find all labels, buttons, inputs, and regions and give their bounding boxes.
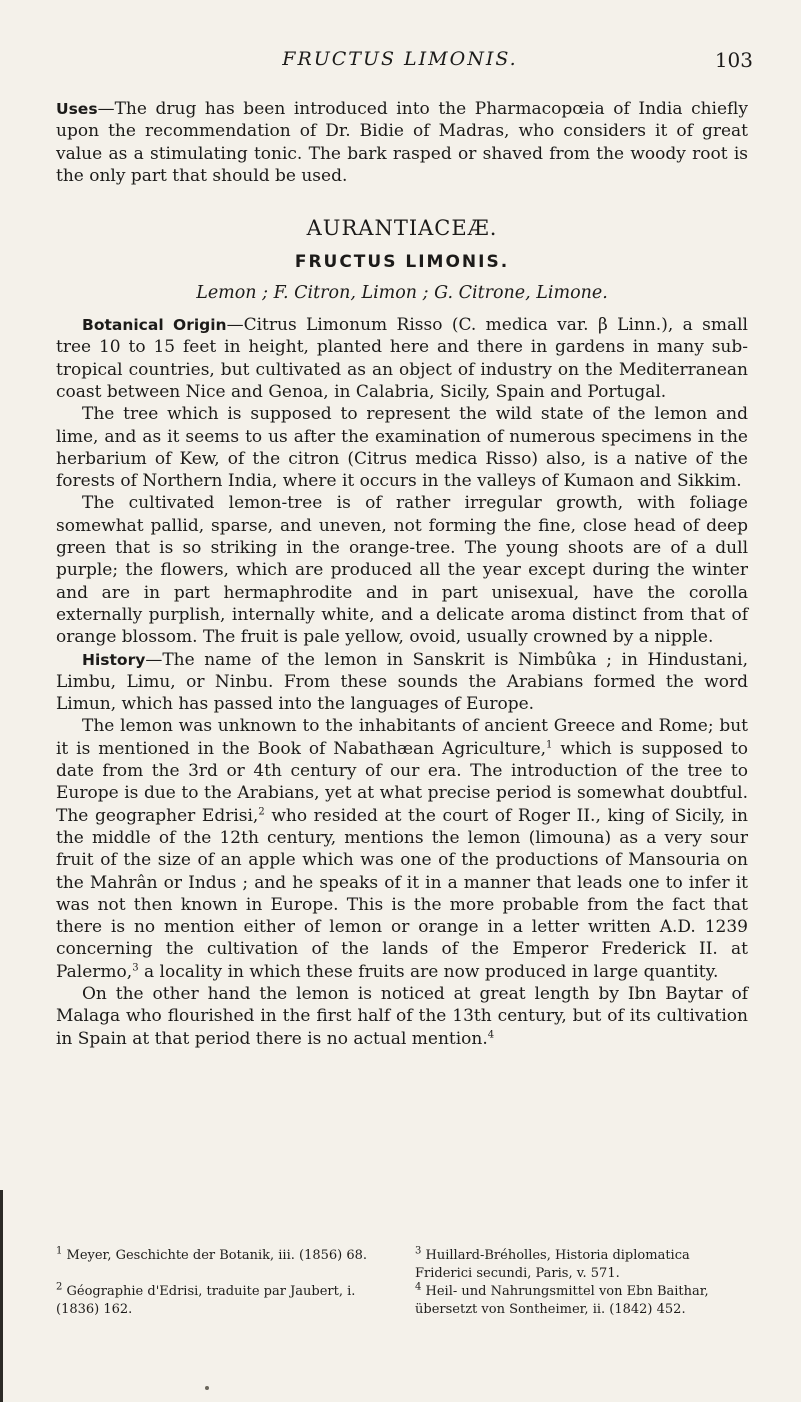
history-p2-part-b: which is supposed to date from the 3rd or 4th century of our era. The introduction of the tree to Europe is due to the Arabians, yet at what precise period is somewhat doubtful. The geographer Edrisi, <box>56 738 748 826</box>
order-heading: AURANTIACEÆ. <box>306 216 498 241</box>
footnote-number: 1 <box>56 1245 63 1257</box>
footnote <box>56 1283 389 1319</box>
drug-title: FRUCTUS LIMONIS. <box>294 252 510 273</box>
history-text: —The name of the lemon in Sanskrit is Nimbûka ; in Hindustani, Limbu, Limu, or Ninbu. From these sounds the Arabians formed the word Limun, which has passed into the languages of Europe. <box>56 649 748 715</box>
footnote-text: Huillard-Bréholles, Historia diplomatica Friderici secundi, Paris, v. 571. <box>415 1248 690 1281</box>
botanical-origin-paragraph <box>56 314 748 403</box>
uses-lead: Uses <box>56 100 98 118</box>
history-paragraph-3 <box>56 983 748 1050</box>
history-p2-part-d: a locality in which these fruits are now produced in large quantity. <box>138 961 719 982</box>
footnote <box>415 1283 748 1319</box>
footnote-text: Meyer, Geschichte der Botanik, iii. (1856) 68. <box>66 1248 368 1263</box>
history-lead: History <box>82 650 146 669</box>
botanical-paragraph-3: The cultivated lemon-tree is of rather irregular growth, with foliage somewhat pallid, sparse, and uneven, not forming the fine, close head of deep green that is so striking in the orange-tree. The young shoots are of a dull purple; the flowers, which are produced all the year except during the winter and are in part hermaphrodite and in part unisexual, have the corolla externally purplish, internally white, and a delicate aroma distinct from that of orange blossom. The fruit is pale yellow, ovoid, usually crowned by a nipple. <box>56 493 748 648</box>
footnote-number: 4 <box>415 1281 422 1293</box>
running-head <box>0 48 801 78</box>
footnote-ref-2: 2 <box>258 805 265 817</box>
page-edge-shadow <box>0 1190 3 1402</box>
footnote-ref-1: 1 <box>546 739 553 751</box>
page-number: 103 <box>714 48 753 72</box>
footnote-text: Heil- und Nahrungsmittel von Ebn Baithar, übersetzt von Sontheimer, ii. (1842) 452. <box>415 1284 709 1317</box>
synonyms-line: Lemon ; F. Citron, Limon ; G. Citrone, Limone. <box>196 282 608 303</box>
paper-speck <box>205 1386 209 1390</box>
botanical-origin-lead: Botanical Origin <box>82 316 227 335</box>
history-p3-text: On the other hand the lemon is noticed at great length by Ibn Baytar of Malaga who flourished in the first half of the 13th century, but of its cultivation in Spain at that period there is no actual mention. <box>56 983 748 1049</box>
footnote-text: Géographie d'Edrisi, traduite par Jaubert, i. (1836) 162. <box>56 1284 356 1317</box>
footnotes <box>56 1247 748 1319</box>
footnote <box>415 1247 748 1283</box>
footnote-ref-3: 3 <box>132 962 139 974</box>
body-text <box>56 98 748 1050</box>
footnote-number: 2 <box>56 1281 63 1293</box>
botanical-origin-text: —Citrus Limonum Risso (C. medica var. β Linn.), a small tree 10 to 15 feet in height, planted here and there in gardens in many sub-tropical countries, but cultivated as an object of industry on the Mediterranean coast between Nice and Genoa, in Calabria, Sicily, Spain and Portugal. <box>56 315 748 402</box>
footnote-ref-4: 4 <box>487 1028 495 1040</box>
history-paragraph-2 <box>56 715 748 983</box>
uses-paragraph <box>56 98 748 187</box>
history-paragraph <box>56 649 748 716</box>
running-head-title: FRUCTUS LIMONIS. <box>282 48 518 70</box>
history-p2-part-c: who resided at the court of Roger II., king of Sicily, in the middle of the 12th century, mentions the lemon (limouna) as a very sour fruit of the size of an apple which was one of the productions of Mansouria on the Mahrân or Indus ; and he speaks of it in a manner that leads one to infer it was not then known in Europe. This is the more probable from the fact that there is no mention either of lemon or orange in a letter written A.D. 1239 concerning the cultivation of the lands of the Emperor Frederick II. at Palermo, <box>56 805 748 982</box>
history-p2-part-a: The lemon was unknown to the inhabitants of ancient Greece and Rome; but it is mentioned in the Book of Nabathæan Agriculture, <box>56 716 748 759</box>
footnote <box>56 1247 389 1283</box>
uses-text: —The drug has been introduced into the Pharmacopœia of India chiefly upon the recommendation of Dr. Bidie of Madras, who considers it of great value as a stimulating tonic. The bark rasped or shaved from the woody root is the only part that should be used. <box>56 99 748 186</box>
footnote-number: 3 <box>415 1245 422 1257</box>
botanical-paragraph-2: The tree which is supposed to represent the wild state of the lemon and lime, and as it seems to us after the examination of numerous specimens in the herbarium of Kew, of the citron (Citrus medica Risso) also, is a native of the forests of Northern India, where it occurs in the valleys of Kumaon and Sikkim. <box>56 404 748 492</box>
